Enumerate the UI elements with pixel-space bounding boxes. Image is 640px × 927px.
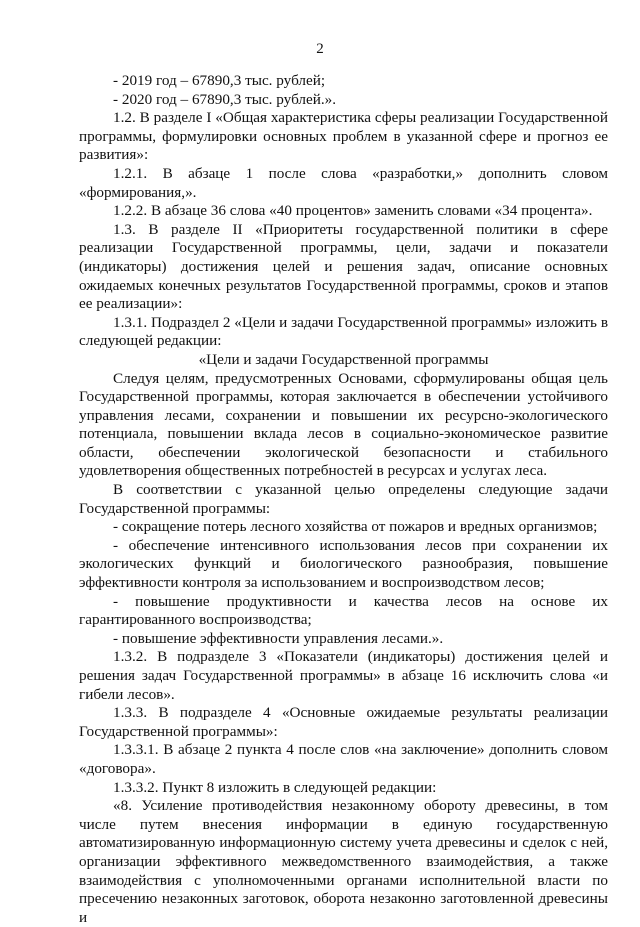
document-body [79,72,608,927]
clause-1-3-3-2: 1.3.3.2. Пункт 8 изложить в следующей редакции: [113,778,437,796]
tasks-intro: В соответствии с указанной целью определены следующие задачи Государственной программы: [79,481,608,517]
clause-1-3-2: 1.3.2. В подразделе 3 «Показатели (индикаторы) достижения целей и решения задач Государственной программы» в абзаце 16 исключить слова «и гибели лесов». [79,648,608,703]
point-8-paragraph: «8. Усиление противодействия незаконному обороту древесины, в том числе путем внесения информации в единую государственную автоматизированную информационную систему учета древесины и сделок с ней, организации эффективного межведомственного взаимодействия, а также взаимодействия с уполномоченными органами исполнительной власти по пресечению незаконных заготовок, оборота незаконно заготовленной древесины и [79,797,608,926]
section-heading: «Цели и задачи Государственной программы [198,350,489,368]
task-item-1: - сокращение потерь лесного хозяйства от пожаров и вредных организмов; [113,518,598,536]
clause-1-2: 1.2. В разделе I «Общая характеристика сферы реализации Государственной программы, формулировки основных проблем в указанной сфере и прогноз ее развития»: [79,109,608,164]
goal-paragraph: Следуя целям, предусмотренных Основами, сформулированы общая цель Государственной программы, которая заключается в обеспечении устойчивого управления лесами, сохранении и повышении их ресурсно-экологического потенциала, повышении вклада лесов в социально-экономическое развитие области, обеспечении экологической безопасности и стабильного удовлетворения общественных потребностей в ресурсах и услугах леса. [79,369,608,480]
clause-1-3: 1.3. В разделе II «Приоритеты государственной политики в сфере реализации Государственной программы, цели, задачи и показатели (индикаторы) достижения целей и решения задач, описание основных ожидаемых конечных результатов Государственной программы, сроков и этапов ее реализации»: [79,220,608,313]
clause-1-3-3-1: 1.3.3.1. В абзаце 2 пункта 4 после слов «на заключение» дополнить словом «договора». [79,741,608,777]
task-item-2: - обеспечение интенсивного использования лесов при сохранении их экологических функций и биологического разнообразия, повышение эффективности контроля за использованием и воспроизводством лесов; [79,536,608,592]
clause-1-2-2: 1.2.2. В абзаце 36 слова «40 процентов» заменить словами «34 процента». [113,202,593,220]
clause-1-3-3: 1.3.3. В подразделе 4 «Основные ожидаемые результаты реализации Государственной программы»: [79,704,608,740]
task-item-3: - повышение продуктивности и качества лесов на основе их гарантированного воспроизводства; [79,592,608,629]
budget-line-2020: - 2020 год – 67890,3 тыс. рублей.». [113,90,337,108]
clause-1-3-1: 1.3.1. Подраздел 2 «Цели и задачи Государственной программы» изложить в следующей редакции: [79,313,608,350]
task-item-4: - повышение эффективности управления лесами.». [113,629,444,647]
page-number: 2 [316,41,324,57]
budget-line-2019: - 2019 год – 67890,3 тыс. рублей; [113,72,326,89]
clause-1-2-1: 1.2.1. В абзаце 1 после слова «разработки,» дополнить словом «формирования,». [79,164,608,201]
